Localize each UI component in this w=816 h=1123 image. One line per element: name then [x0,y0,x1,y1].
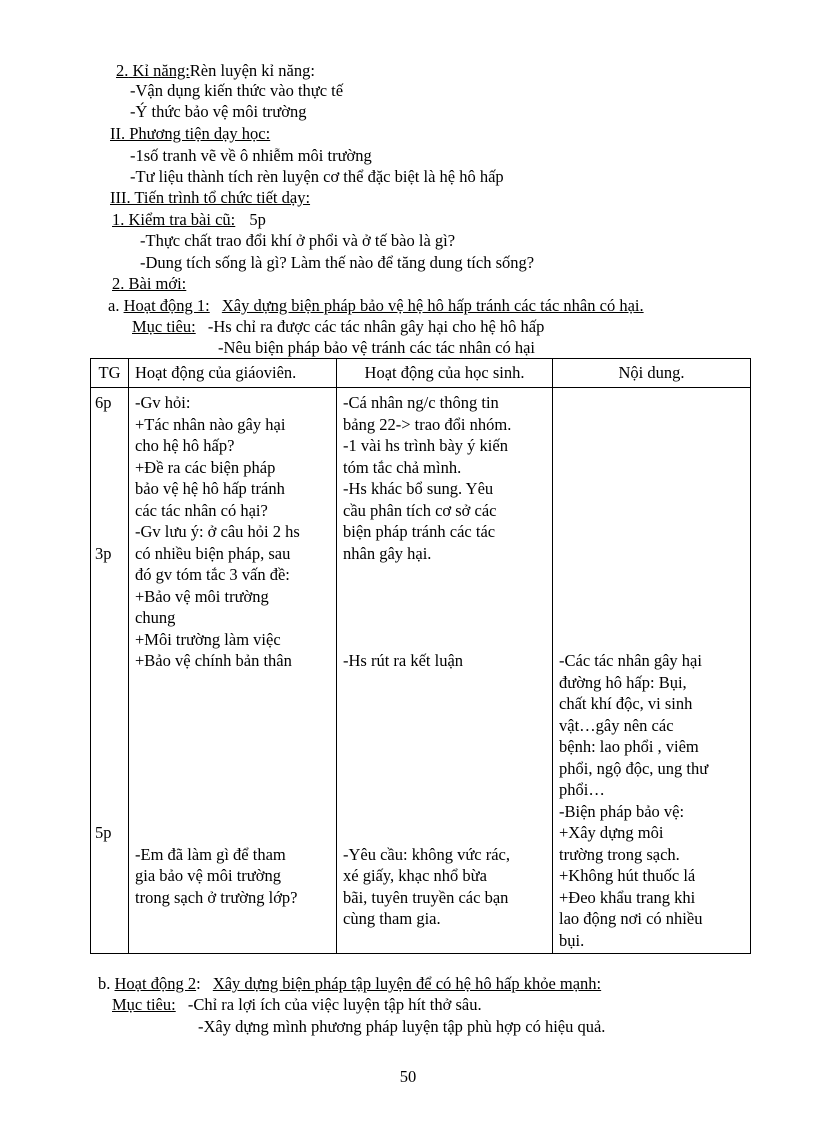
teacher-line: chung [135,608,176,627]
teacher-line: +Tác nhân nào gây hại [135,414,286,434]
teacher-line: -Gv lưu ý: ở câu hỏi 2 hs [135,522,300,541]
new-lesson-label: 2. Bài mới: [112,274,187,293]
content-line: +Đeo khẩu trang khi [559,887,696,907]
student-line: xé giấy, khạc nhổ bừa [343,866,487,885]
teacher-line: đó gv tóm tắc 3 vấn đề: [135,565,290,584]
content-line: -Các tác nhân gây hại [559,651,702,670]
student-line: cùng tham gia. [343,909,441,928]
teacher-line: +Đề ra các biện pháp [135,457,276,477]
lesson-plan-table [90,358,751,954]
skills-item: -Ý thức bảo vệ môi trường [130,102,307,121]
teacher-line: bảo vệ hệ hô hấp tránh [135,479,285,498]
header-student: Hoạt động của học sinh. [337,359,553,388]
activity1-heading [108,295,644,317]
content-line: phổi, ngộ độc, ung thư [559,758,709,778]
activity2-heading [98,973,601,995]
activity1-prefix: a. [108,296,120,315]
content-line: lao động nơi có nhiều [559,909,703,928]
student-line: -1 vài hs trình bày ý kiến [343,436,508,455]
activity1-objective [132,316,544,338]
table-row [91,388,751,954]
teacher-line: -Em đã làm gì để tham [135,844,286,864]
activity2-colon: : [196,974,201,993]
activity1-label: Hoạt động 1: [123,296,210,315]
activity2-objective [112,994,482,1016]
content-cell [553,388,751,954]
teacher-line: có nhiều biện pháp, sau [135,543,291,563]
activity1-title: Xây dựng biện pháp bảo vệ hệ hô hấp tránh các tác nhân có hại. [221,296,644,315]
header-tg: TG [91,359,129,388]
teacher-line: +Bảo vệ chính bản thân [135,651,292,670]
activity2-title: Xây dựng biện pháp tập luyện để có hệ hô hấp khỏe mạnh: [212,974,602,993]
review-time: 5p [249,210,266,229]
tg-6p: 6p [95,393,112,412]
student-line: -Cá nhân ng/c thông tin [343,393,499,412]
table-header-row [91,359,751,388]
student-cell [337,388,553,954]
content-line: bụi. [559,930,585,950]
teacher-line: cho hệ hô hấp? [135,436,235,455]
student-line: -Yêu cầu: không vức rác, [343,844,510,864]
activity1-objective-text: -Hs chỉ ra được các tác nhân gây hại cho hệ hô hấp [207,317,545,336]
student-line: biện pháp tránh các tác [343,522,496,541]
activity1-objective-text: -Nêu biện pháp bảo vệ tránh các tác nhân có hại [218,338,536,357]
section3-title: III. Tiến trình tổ chức tiết dạy: [110,188,311,207]
activity2-prefix: b. [98,974,111,993]
tg-5p: 5p [95,823,112,842]
content-line: vật…gây nên các [559,715,674,735]
review-question: -Dung tích sống là gì? Làm thế nào để tăng dung tích sống? [140,253,535,272]
teacher-line: các tác nhân có hại? [135,500,268,520]
content-line: bệnh: lao phổi , viêm [559,737,699,756]
section2-title: II. Phương tiện dạy học: [110,124,271,143]
teacher-line: -Gv hỏi: [135,393,191,412]
content-line: trường trong sạch. [559,844,680,864]
content-line: -Biện pháp bảo vệ: [559,801,685,821]
student-line: bãi, tuyên truyền các bạn [343,887,509,907]
skills-item: -Vận dụng kiến thức vào thực tế [130,81,344,100]
activity2-objective-text: -Chỉ ra lợi ích của việc luyện tập hít thở sâu. [187,995,482,1014]
skills-text: Rèn luyện kỉ năng: [189,61,315,80]
section2-item: -Tư liệu thành tích rèn luyện cơ thể đặc biệt là hệ hô hấp [130,167,504,186]
review-label: 1. Kiểm tra bài cũ: [112,210,236,229]
student-line: tóm tắc chả mình. [343,457,462,477]
activity2-objective-label: Mục tiêu: [112,995,176,1014]
student-line: -Hs rút ra kết luận [343,651,464,670]
student-line: cầu phân tích cơ sở các [343,500,497,520]
review-heading [112,209,266,231]
content-line: chất khí độc, vi sinh [559,694,693,713]
teacher-cell [129,388,337,954]
activity2-objective-text: -Xây dựng mình phương pháp luyện tập phù hợp có hiệu quả. [198,1017,606,1036]
content-line: +Không hút thuốc lá [559,866,696,885]
content-line: phổi… [559,780,605,799]
teacher-line: +Môi trường làm việc [135,629,281,649]
student-line: bảng 22-> trao đổi nhóm. [343,414,512,434]
skills-number: 2. [116,61,129,80]
header-teacher: Hoạt động của giáoviên. [129,359,337,388]
tg-3p: 3p [95,543,112,563]
skills-heading [116,60,315,82]
content-line: đường hô hấp: Bụi, [559,672,687,692]
page-number: 50 [399,1067,417,1086]
student-line: -Hs khác bổ sung. Yêu [343,479,494,498]
teacher-line: gia bảo vệ môi trường [135,866,281,885]
skills-label: Kỉ năng: [128,61,190,80]
header-content: Nội dung. [553,359,751,388]
activity1-objective-label: Mục tiêu: [132,317,196,336]
student-line: nhân gây hại. [343,543,432,563]
teacher-line: trong sạch ở trường lớp? [135,887,298,907]
content-line: +Xây dựng môi [559,823,664,842]
review-question: -Thực chất trao đổi khí ở phổi và ở tế bào là gì? [140,231,456,250]
section2-item: -1số tranh vẽ về ô nhiễm môi trường [130,146,372,165]
tg-cell [91,388,129,954]
activity2-label: Hoạt động 2 [114,974,197,993]
teacher-line: +Bảo vệ môi trường [135,586,269,606]
